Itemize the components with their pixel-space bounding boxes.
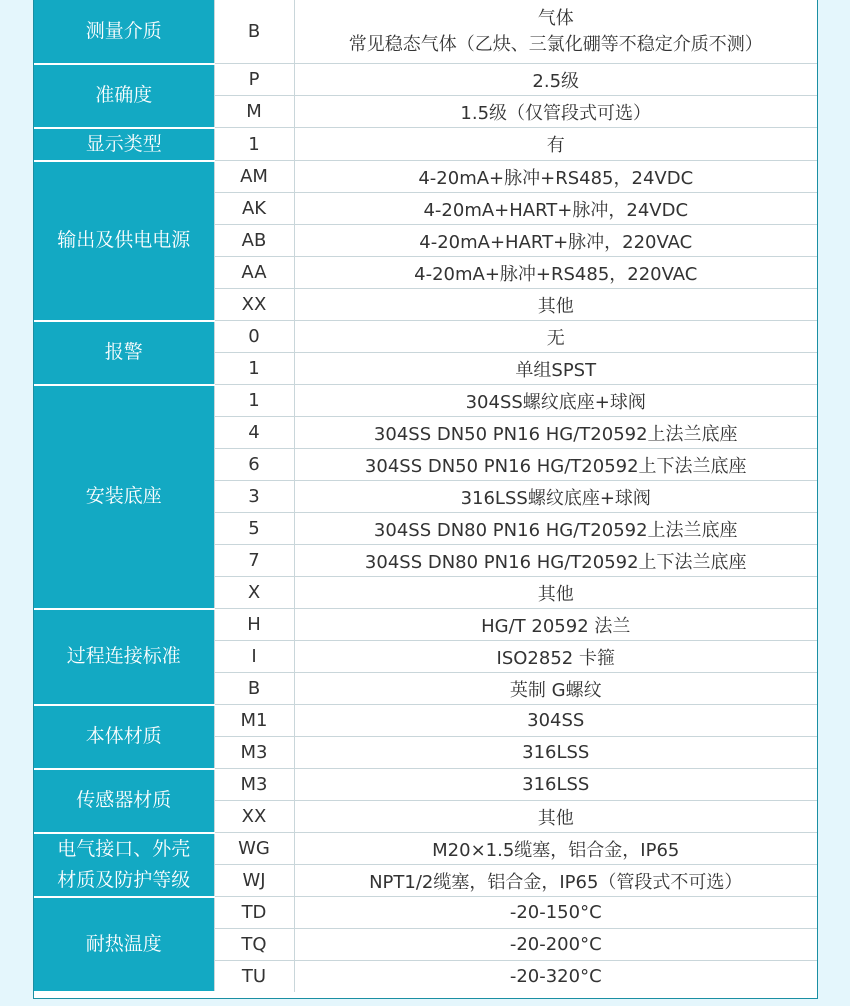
option-description (294, 577, 817, 609)
description-line: 英制 G螺纹 (509, 679, 602, 701)
option-code: XX (214, 801, 294, 833)
option-code: M1 (214, 705, 294, 737)
option-description (294, 705, 817, 737)
option-code: 3 (214, 481, 294, 513)
description-line: 304SS DN50 PN16 HG/T20592上下法兰底座 (364, 455, 747, 477)
option-code: 4 (214, 417, 294, 449)
description-line: -20-150°C (509, 902, 602, 923)
category-label: 电气接口、外壳 (57, 837, 191, 860)
table-row (34, 0, 817, 64)
description-line: M20×1.5缆塞，铝合金，IP65 (432, 839, 680, 861)
option-description (294, 385, 817, 417)
option-description (294, 257, 817, 289)
option-code: B (214, 673, 294, 705)
option-description (294, 161, 817, 193)
description-line: 有 (546, 135, 565, 156)
option-description (294, 833, 817, 865)
option-code: B (214, 0, 294, 64)
category-cell (34, 128, 214, 161)
option-description (294, 673, 817, 705)
option-code: M (214, 96, 294, 128)
table-row (34, 321, 817, 353)
description-line: 无 (546, 327, 565, 349)
option-code: I (214, 641, 294, 673)
description-line: ISO2852 卡箍 (496, 647, 615, 669)
description-line: 4-20mA+HART+脉冲，220VAC (419, 231, 693, 253)
description-line: 304SS DN80 PN16 HG/T20592上下法兰底座 (364, 551, 747, 573)
category-label: 输出及供电电源 (57, 229, 191, 251)
description-line: 2.5级 (532, 70, 580, 92)
description-line: 304SS (527, 710, 585, 731)
description-line: 常见稳态气体（乙炔、三氯化硼等不稳定介质不测） (348, 33, 763, 55)
description-line: -20-320°C (509, 966, 602, 987)
option-description (294, 769, 817, 801)
category-cell (34, 64, 214, 128)
category-cell (34, 833, 214, 897)
description-line: 4-20mA+脉冲+RS485，24VDC (418, 167, 694, 189)
description-line: 4-20mA+HART+脉冲，24VDC (423, 199, 689, 221)
option-description (294, 128, 817, 161)
option-description (294, 545, 817, 577)
category-cell (34, 161, 214, 321)
category-label: 报警 (104, 341, 143, 363)
description-line: 其他 (537, 807, 574, 829)
option-description (294, 417, 817, 449)
category-label: 材质及防护等级 (57, 868, 191, 891)
option-description (294, 737, 817, 769)
description-line: 304SS DN80 PN16 HG/T20592上法兰底座 (373, 519, 738, 541)
option-code: 5 (214, 513, 294, 545)
option-description (294, 929, 817, 961)
option-description (294, 96, 817, 128)
category-cell (34, 769, 214, 833)
option-code: M3 (214, 769, 294, 801)
option-code: 1 (214, 353, 294, 385)
category-cell (34, 385, 214, 609)
option-description (294, 897, 817, 929)
option-code: H (214, 609, 294, 641)
option-description (294, 0, 817, 64)
table-row (34, 64, 817, 96)
table-row (34, 897, 817, 929)
option-description (294, 609, 817, 641)
table-row (34, 128, 817, 161)
option-code: 7 (214, 545, 294, 577)
description-line: -20-200°C (509, 934, 602, 955)
model-selection-table (34, 0, 817, 993)
option-code: 0 (214, 321, 294, 353)
option-description (294, 353, 817, 385)
category-label: 显示类型 (85, 132, 162, 155)
option-description (294, 865, 817, 897)
option-description (294, 641, 817, 673)
spec-table-container (33, 0, 818, 999)
option-description (294, 513, 817, 545)
category-label: 耐热温度 (85, 932, 162, 955)
option-code: WJ (214, 865, 294, 897)
option-description (294, 193, 817, 225)
description-line: 其他 (537, 583, 574, 605)
category-cell (34, 609, 214, 705)
category-label: 安装底座 (85, 485, 162, 507)
option-code: X (214, 577, 294, 609)
option-code: TU (214, 961, 294, 993)
table-row (34, 769, 817, 801)
option-code: AB (214, 225, 294, 257)
table-row (34, 833, 817, 865)
description-line: 316LSS (522, 774, 590, 795)
category-label: 传感器材质 (76, 789, 172, 811)
description-line: 304SS DN50 PN16 HG/T20592上法兰底座 (373, 423, 738, 445)
option-code: AM (214, 161, 294, 193)
description-line: 其他 (537, 295, 574, 317)
description-line: HG/T 20592 法兰 (481, 615, 631, 637)
option-description (294, 449, 817, 481)
category-label: 准确度 (95, 84, 153, 106)
category-cell (34, 705, 214, 769)
table-row (34, 161, 817, 193)
description-line: NPT1/2缆塞，铝合金，IP65（管段式不可选） (369, 871, 743, 893)
table-row (34, 705, 817, 737)
option-description (294, 321, 817, 353)
option-description (294, 961, 817, 993)
option-code: TD (214, 897, 294, 929)
option-code: M3 (214, 737, 294, 769)
category-label: 测量介质 (85, 19, 162, 42)
option-code: 6 (214, 449, 294, 481)
category-cell (34, 0, 214, 64)
description-line: 304SS螺纹底座+球阀 (465, 391, 646, 413)
option-code: AA (214, 257, 294, 289)
option-description (294, 801, 817, 833)
table-row (34, 609, 817, 641)
category-label: 本体材质 (85, 725, 162, 747)
option-code: P (214, 64, 294, 96)
option-code: WG (214, 833, 294, 865)
description-line: 316LSS (522, 742, 590, 763)
option-description (294, 225, 817, 257)
option-code: TQ (214, 929, 294, 961)
option-code: 1 (214, 385, 294, 417)
description-line: 316LSS螺纹底座+球阀 (460, 487, 651, 509)
option-description (294, 289, 817, 321)
table-row (34, 385, 817, 417)
description-line: 气体 (537, 7, 574, 29)
category-cell (34, 321, 214, 385)
description-line: 4-20mA+脉冲+RS485，220VAC (414, 263, 698, 285)
category-label: 过程连接标准 (66, 645, 181, 667)
option-code: XX (214, 289, 294, 321)
description-line: 单组SPST (515, 359, 597, 381)
option-code: AK (214, 193, 294, 225)
description-line: 1.5级（仅管段式可选） (460, 102, 652, 124)
option-description (294, 481, 817, 513)
category-cell (34, 897, 214, 993)
option-code: 1 (214, 128, 294, 161)
option-description (294, 64, 817, 96)
